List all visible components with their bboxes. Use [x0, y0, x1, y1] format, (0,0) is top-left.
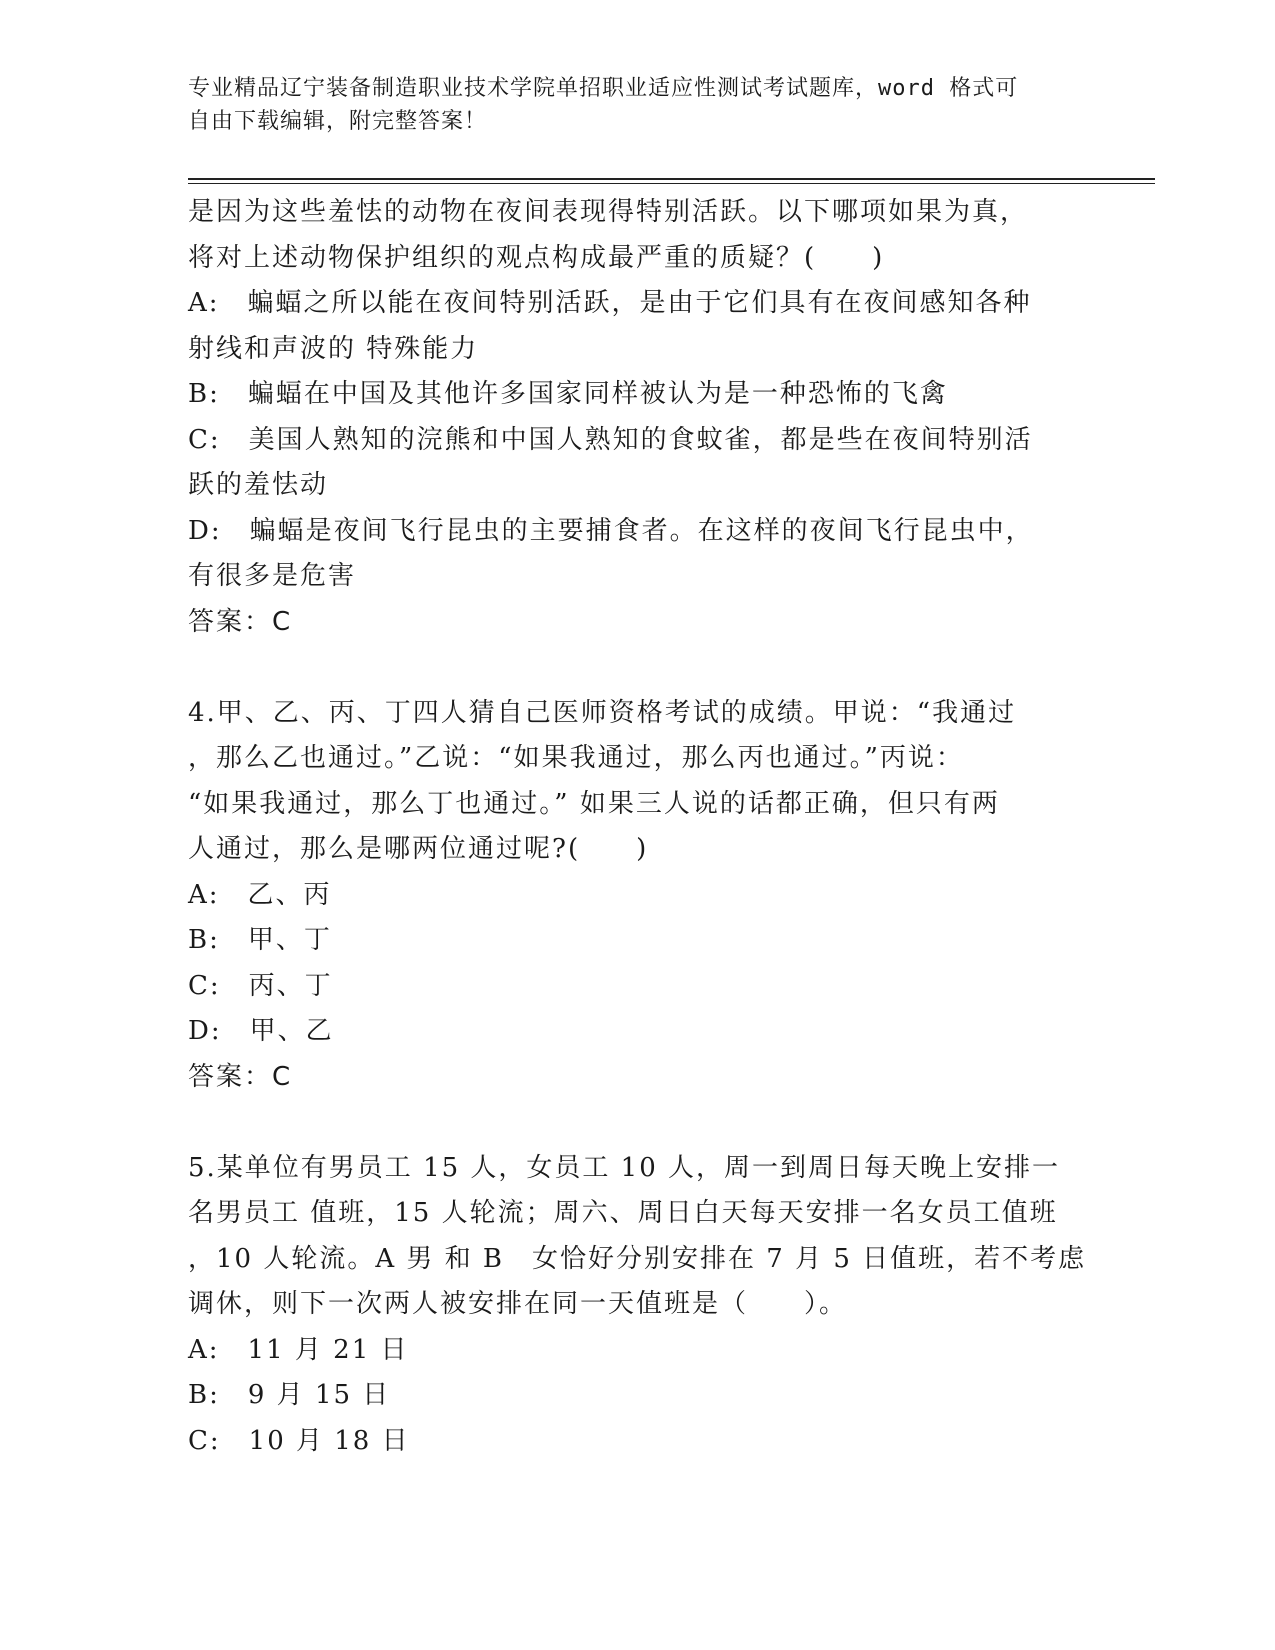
question-3-stem-line: 将对上述动物保护组织的观点构成最严重的质疑？( ): [188, 242, 885, 273]
question-3-answer: 答案：C: [188, 606, 293, 637]
question-4-option-d: D: 甲、乙: [188, 1016, 334, 1046]
question-3-stem-line: 是因为这些羞怯的动物在夜间表现得特别活跃。以下哪项如果为真，: [188, 197, 1029, 227]
header-divider-thin: [188, 183, 1155, 184]
question-5-option-a: A: 11 月 21 日: [188, 1334, 409, 1365]
page-header: [188, 72, 1068, 138]
header-divider: [188, 178, 1155, 180]
question-5-stem-line: 名男员工 值班，15 人轮流；周六、周日白天每天安排一名女员工值班: [188, 1198, 1058, 1228]
question-5-block: [188, 1146, 1088, 1465]
question-4-stem-line: ，那么乙也通过。”乙说：“如果我通过，那么丙也通过。”丙说：: [188, 743, 964, 773]
question-4-option-a: A: 乙、丙: [188, 879, 332, 910]
question-3-option-c: C: 美国人熟知的浣熊和中国人熟知的食蚊雀，都是些在夜间特别活: [188, 424, 1033, 455]
question-4-option-c: C: 丙、丁: [188, 970, 333, 1001]
question-4-answer: 答案：C: [188, 1061, 293, 1092]
question-3-block: [188, 190, 1088, 645]
header-line-2: 自由下载编辑，附完整答案！: [188, 109, 488, 134]
question-3-option-b: B: 蝙蝠在中国及其他许多国家同样被认为是一种恐怖的飞禽: [188, 379, 948, 409]
question-3-option-a: A: 蝙蝠之所以能在夜间特别活跃，是由于它们具有在夜间感知各种: [188, 288, 1032, 318]
question-3-option-a-cont: 射线和声波的 特殊能力: [188, 333, 479, 364]
question-3-option-d: D: 蝙蝠是夜间飞行昆虫的主要捕食者。在这样的夜间飞行昆虫中，: [188, 515, 1034, 546]
question-4-block: [188, 691, 1088, 1101]
question-3-option-d-cont: 有很多是危害: [188, 561, 357, 591]
question-4-stem-line: 4.甲、乙、丙、丁四人猜自己医师资格考试的成绩。甲说：“我通过: [188, 697, 1017, 728]
question-5-stem-line: ，10 人轮流。A 男 和 B 女恰好分别安排在 7 月 5 日值班，若不考虑: [188, 1243, 1087, 1274]
question-5-option-b: B: 9 月 15 日: [188, 1380, 391, 1410]
question-content: [188, 190, 1088, 1464]
question-5-stem-line: 调休，则下一次两人被安排在同一天值班是（ ）。: [188, 1289, 848, 1319]
question-4-stem-line: 人通过，那么是哪两位通过呢?( ): [188, 834, 649, 864]
question-5-option-c: C: 10 月 18 日: [188, 1425, 410, 1456]
header-line-1: 专业精品辽宁装备制造职业技术学院单招职业适应性测试考试题库，word 格式可: [188, 76, 1019, 101]
question-5-stem-line: 5.某单位有男员工 15 人，女员工 10 人，周一到周日每天晚上安排一: [188, 1152, 1061, 1183]
question-4-option-b: B: 甲、丁: [188, 925, 332, 955]
question-3-option-c-cont: 跃的羞怯动: [188, 470, 329, 500]
question-4-stem-line: “如果我通过，那么丁也通过。” 如果三人说的话都正确，但只有两: [188, 788, 1000, 819]
